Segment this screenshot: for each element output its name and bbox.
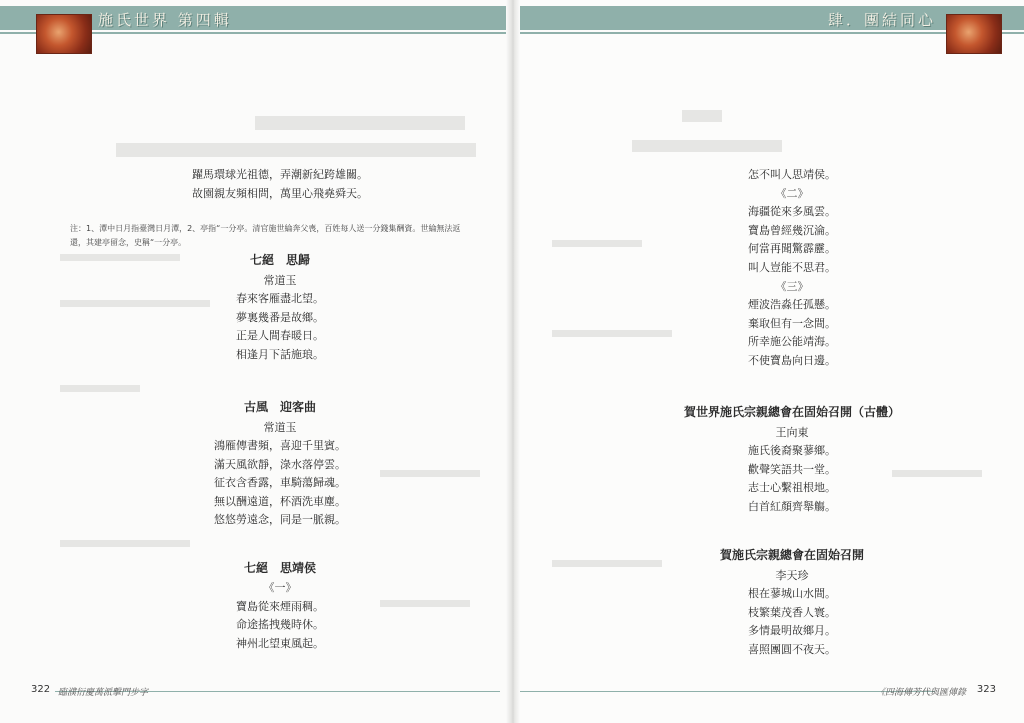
- poem-he-zong-qin: [662, 545, 922, 659]
- poem-section-marker: 《一》: [263, 581, 297, 594]
- verse-line: 志士心繫祖根地。: [748, 481, 836, 495]
- intro-verse: [140, 166, 420, 203]
- poem-section-marker: 《三》: [775, 279, 809, 293]
- verse-line: 棄取但有一念間。: [748, 316, 836, 330]
- page-number: 323: [976, 684, 996, 695]
- emblem-image: [946, 14, 1002, 54]
- poem-author: 李天珍: [775, 569, 809, 582]
- verse-line: 寶島從來煙雨稠。: [236, 599, 324, 613]
- verse-line: 海疆從來多風雲。: [748, 205, 836, 219]
- poem-title: 賀世界施氏宗親總會在固始召開（古體）: [683, 405, 900, 419]
- verse-line: 寶島曾經幾沉淪。: [748, 223, 836, 237]
- verse-line: 白首紅顏齊舉觴。: [748, 499, 836, 513]
- verse-line: 躍馬環球光祖德，弄潮新紀跨雄關。: [192, 168, 368, 181]
- verse-line: 命途搖拽幾時休。: [236, 618, 324, 632]
- poem-author: 王向東: [775, 426, 809, 439]
- verse-line: 悠悠勞遠念，同是一脈親。: [214, 513, 346, 527]
- footnote: 注：1、潭中日月指臺灣日月潭，2、亭指“一分亭。清官施世綸奔父喪，百姓每人送一分錢集酬資。世綸無法返還，其建亭留念，史稱“一分亭。: [70, 224, 461, 247]
- verse-line: 所幸施公能靖海。: [748, 335, 836, 349]
- poem-title: 七絕 思歸: [249, 253, 310, 267]
- verse-line: 喜照團圓不夜天。: [748, 642, 836, 656]
- verse-line: 歡聲笑語共一堂。: [748, 462, 836, 476]
- running-foot: 《四海傳芳代與匯傳錄: [875, 688, 966, 698]
- poem-si-gui: [160, 250, 400, 364]
- poem-title: 古風 迎客曲: [243, 400, 316, 414]
- poem-si-jing-hou-continued: [672, 166, 912, 371]
- verse-line: 多情最明故鄉月。: [748, 624, 836, 638]
- poem-ying-ke-qu: [160, 397, 400, 530]
- right-page: [512, 0, 1024, 723]
- poem-section-marker: 《二》: [775, 186, 809, 200]
- verse-line: 何當再聞驚霹靂。: [748, 242, 836, 256]
- page-number: 322: [31, 684, 51, 695]
- running-foot: 臨濮衍慶萬派擊門步字: [58, 688, 149, 698]
- emblem-image: [36, 14, 92, 54]
- verse-line: 根在蓼城山水間。: [748, 587, 836, 600]
- verse-line: 神州北望東風起。: [236, 636, 324, 650]
- verse-line: 煙波浩淼任孤懸。: [748, 298, 836, 312]
- verse-line: 相逢月下話施琅。: [236, 347, 324, 361]
- verse-line: 春來客雁盡北望。: [236, 292, 324, 305]
- verse-line: 鴻雁傳書頻，喜迎千里賓。: [214, 439, 346, 452]
- poem-title: 賀施氏宗親總會在固始召開: [719, 548, 864, 562]
- footer-rule: [520, 691, 935, 692]
- poem-he-shi-jie: [642, 402, 942, 516]
- verse-line: 征衣含香露，車騎蕩歸魂。: [214, 476, 346, 490]
- poem-author: 常道玉: [263, 421, 297, 434]
- verse-line: 不使寶島向日邊。: [748, 353, 836, 367]
- running-head: 肆．團結同心: [827, 11, 936, 29]
- running-head: 施氏世界 第四輯: [98, 11, 232, 29]
- verse-line: 無以酬遠道，杯酒洗車塵。: [214, 494, 346, 508]
- poem-author: 常道玉: [263, 274, 297, 287]
- verse-line: 叫人豈能不思君。: [748, 260, 836, 274]
- verse-line: 滿天風欲靜，淥水落停雲。: [214, 457, 346, 471]
- verse-line: 施氏後裔聚蓼鄉。: [748, 444, 836, 457]
- poem-si-jing-hou: [160, 558, 400, 653]
- verse-line: 夢裏幾番是故鄉。: [236, 310, 324, 324]
- book-spine: [506, 0, 520, 723]
- verse-line: 枝繁葉茂香人寰。: [748, 605, 836, 619]
- poem-title: 七絕 思靖侯: [243, 561, 316, 575]
- verse-line: 怎不叫人思靖侯。: [748, 168, 836, 181]
- verse-line: 故園親友頻相問，萬里心飛堯舜天。: [192, 186, 368, 200]
- verse-line: 正是人間春暖日。: [236, 329, 324, 343]
